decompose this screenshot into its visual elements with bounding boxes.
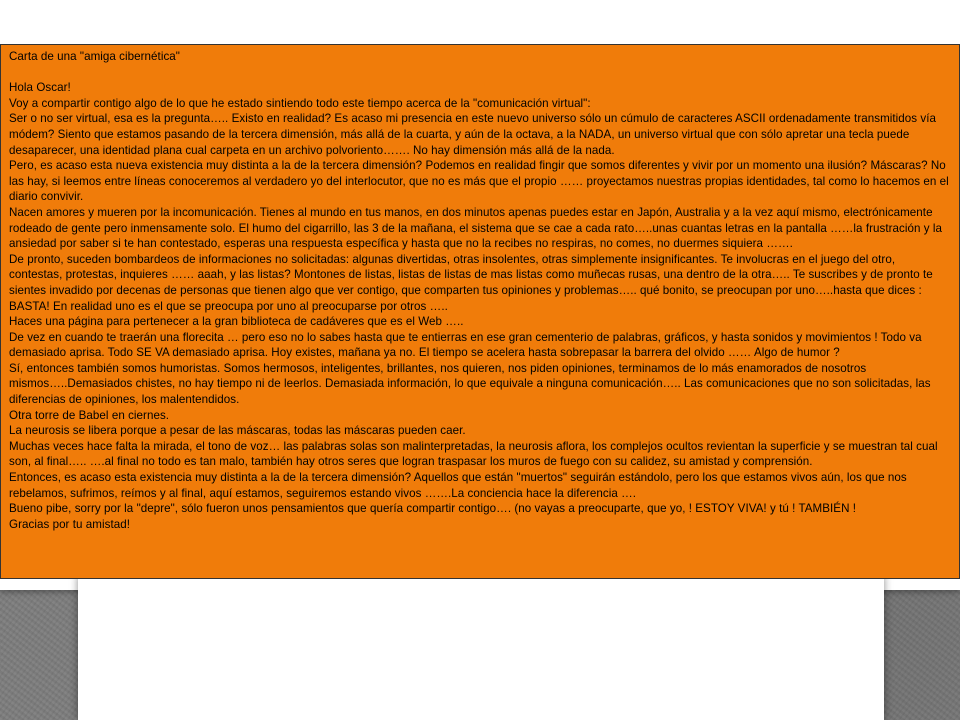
- letter-greeting: Hola Oscar!: [9, 81, 71, 95]
- letter-paragraph: Sí, entonces también somos humoristas. Somos hermosos, inteligentes, brillantes, nos quieren, nos piden opiniones, terminamos de lo más enamorados de nosotros mismos…..Demasiados chistes, no hay tiempo ni de leerlos. Demasiada información, lo que equivale a ninguna comunicación….. Las comunicaciones que no son solicitadas, las diferencias de opiniones, los malentendidos.: [9, 361, 931, 407]
- letter-paragraph: De vez en cuando te traerán una florecita … pero eso no lo sabes hasta que te entierras en ese gran cementerio de palabras, gráficos, y hasta sonidos y movimientos ! Todo va demasiado aprisa. Todo SE VA demasiado aprisa. Hoy existes, mañana ya no. El tiempo se acelera hasta sobrepasar la barrera del olvido …… Algo de humor ?: [9, 330, 922, 360]
- letter-paragraph: Entonces, es acaso esta existencia muy distinta a la de la tercera dimensión? Aquellos que están "muertos" seguirán estándolo, pero los que estamos vivos aún, los que nos rebelamos, sufrimos, reímos y al final, aquí estamos, seguiremos estando vivos …….La conciencia hace la diferencia ….: [9, 471, 907, 500]
- letter-paragraph: Voy a compartir contigo algo de lo que he estado sintiendo todo este tiempo acerca de la "comunicación virtual":: [9, 96, 591, 110]
- letter-paragraph: Ser o no ser virtual, esa es la pregunta….. Existo en realidad? Es acaso mi presencia en este nuevo universo sólo un cúmulo de caracteres ASCII ordenadamente transmitidos vía módem? Siento que estamos pasando de la tercera dimensión, más allá de la cuarta, y aún de la octava, a la NADA, un universo virtual que con sólo apretar una tecla puede desaparecer, una identidad plana cual carpeta en un archivo polvoriento……. No hay dimensión más allá de la nada.: [9, 112, 937, 157]
- letter-paragraph: Pero, es acaso esta nueva existencia muy distinta a la de la tercera dimensión? Podemos en realidad fingir que somos diferentes y vivir por un momento una ilusión? Máscaras? No las hay, si leemos entre líneas conoceremos al verdadero yo del interlocutor, que no es más que el propio …… proyectamos nuestras propias identidades, tal como lo hacemos en el diario convivir.: [9, 159, 949, 204]
- lower-white-card: [78, 575, 884, 720]
- letter-paragraph: Otra torre de Babel en ciernes.: [9, 408, 170, 422]
- letter-paragraph: Haces una página para pertenecer a la gran biblioteca de cadáveres que es el Web …..: [9, 315, 464, 329]
- letter-paragraph: Bueno pibe, sorry por la "depre", sólo fueron unos pensamientos que quería compartir contigo…. (no vayas a preocuparte, que yo, ! ESTOY VIVA! y tú ! TAMBIÉN !: [9, 502, 857, 516]
- letter-body: [9, 49, 951, 532]
- letter-text-box: [0, 44, 960, 579]
- letter-paragraph: La neurosis se libera porque a pesar de las máscaras, todas las máscaras pueden caer.: [9, 424, 466, 438]
- letter-paragraph: De pronto, suceden bombardeos de informaciones no solicitadas: algunas divertidas, otras insolentes, otras simplemente insignificantes. Te involucras en el juego del otro, contestas, protestas, inquieres …… aaah, y las listas? Montones de listas, listas de listas de mas listas como muñecas rusas, una dentro de la otra….. Te suscribes y de pronto te sientes invadido por decenas de personas que tienen algo que ver contigo, que comparten tus opiniones y problemas….. qué bonito, se preocupan por uno…..hasta que dices : BASTA! En realidad uno es el que se preocupa por uno al preocuparse por otros …..: [9, 252, 933, 313]
- letter-paragraph: Muchas veces hace falta la mirada, el tono de voz… las palabras solas son malinterpretadas, la neurosis aflora, los complejos ocultos revientan la superficie y se muestran tal cual son, al final….. ….al final no todo es tan malo, también hay otros seres que logran traspasar los muros de fuego con su calidez, su amistad y comprensión.: [9, 439, 938, 469]
- letter-title: Carta de una "amiga cibernética": [9, 50, 180, 63]
- letter-closing: Gracias por tu amistad!: [9, 517, 130, 531]
- letter-paragraph: Nacen amores y mueren por la incomunicación. Tienes al mundo en tus manos, en dos minutos apenas puedes estar en Japón, Australia y a la vez aquí mismo, electrónicamente rodeado de gente pero inmensamente solo. El humo del cigarrillo, las 3 de la mañana, el sistema que se cae a cada rato…..unas cuantas letras en la pantalla ……la frustración y la ansiedad por saber si te han contestado, esperas una respuesta específica y hasta que no la recibes no respiras, no comes, no duermes siquiera …….: [9, 205, 943, 251]
